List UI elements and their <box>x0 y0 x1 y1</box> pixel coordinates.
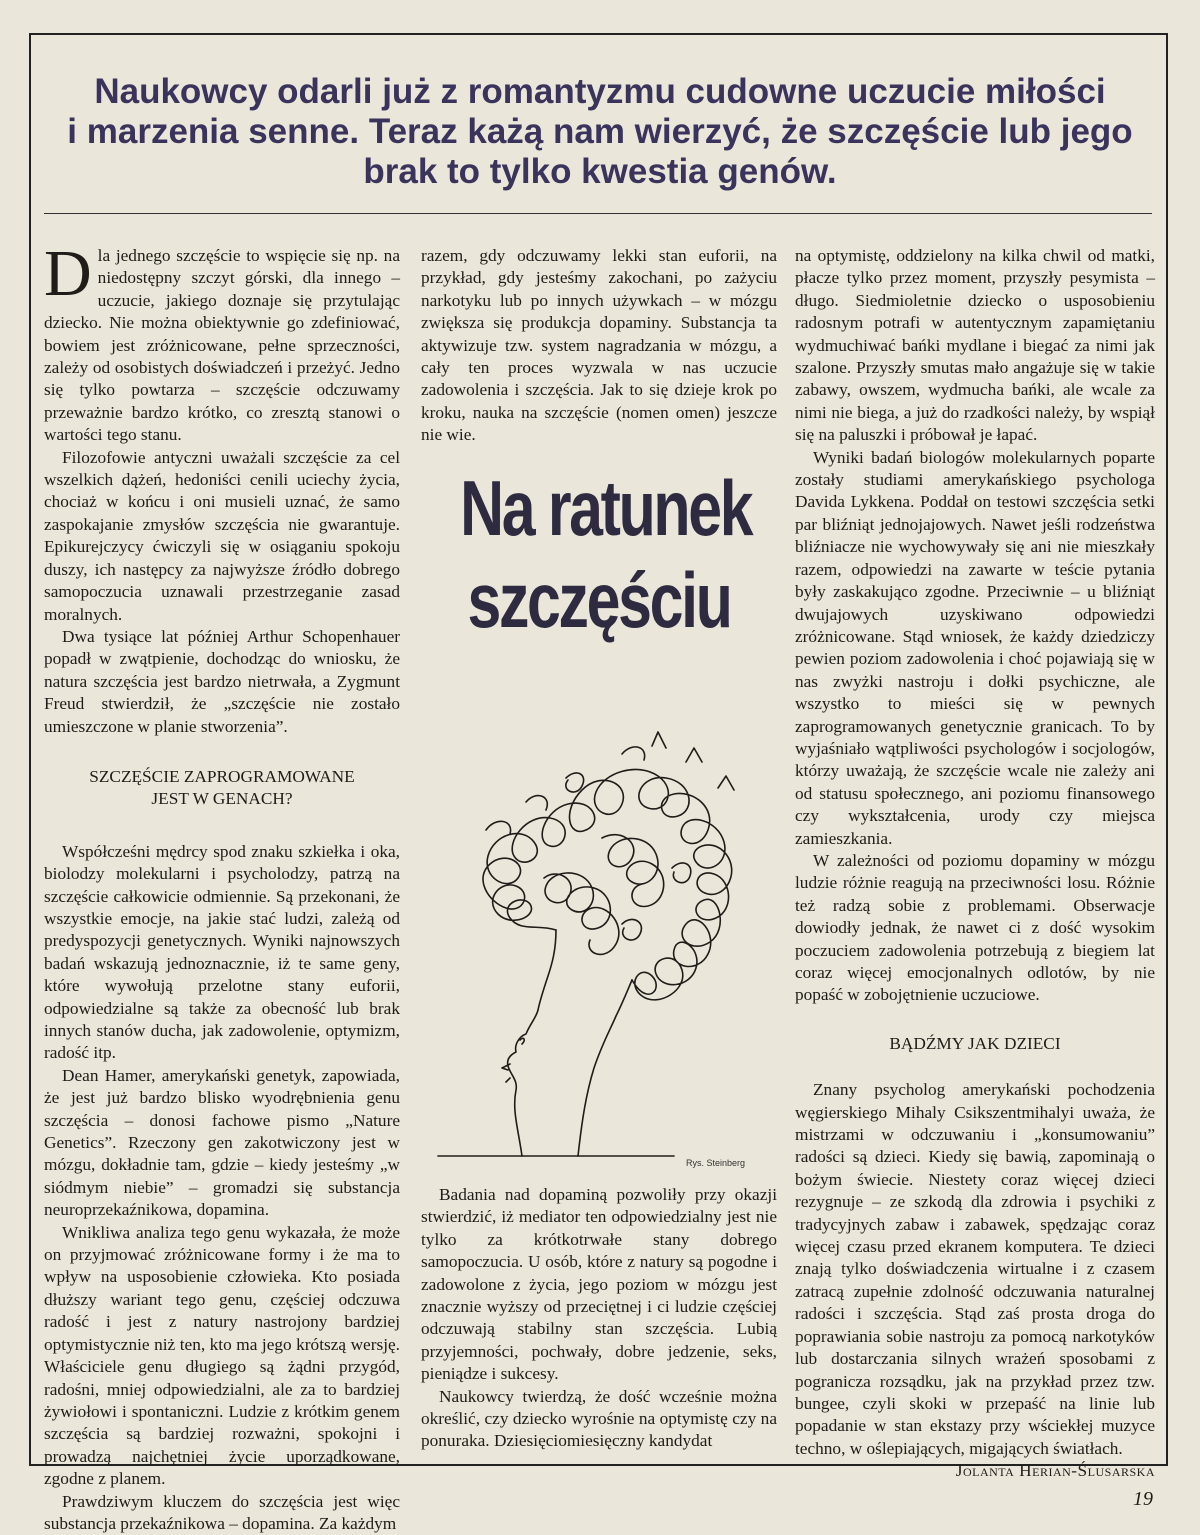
paragraph: razem, gdy odczuwamy lekki stan euforii, na przykład, gdy jesteśmy zakochani, po zażyciu narkotyku lub po innych używkach – w mózgu zwiększa się produkcja dopaminy. Substancja ta aktywizuje tzw. system nagradzania w mózgu, a cały ten proces wyzwala w nas uczucie zadowolenia i szczęścia. Jak to się dzieje krok po kroku, nauka na szczęście (nomen omen) jeszcze nie wie. <box>421 246 777 445</box>
crown-tangle-inner-2 <box>602 835 664 907</box>
column-3 <box>795 245 1155 1483</box>
crown-loop-1 <box>566 773 584 792</box>
article-title-line: szczęściu <box>467 556 731 644</box>
paragraph: Znany psycholog amerykański pochodzenia węgierskiego Mihaly Csikszentmihalyi uważa, że mistrzami w odczuwaniu i „konsumowaniu” radości są dzieci. Kiedy się bawią, zapominają o bożym świecie. Niestety coraz więcej dzieci rezygnuje – ze szkodą dla zdrowia i psychiki z tradycyjnych zabaw i zabawek, spędzając coraz więcej czasu przed ekranem komputera. Te dzieci znają tylko doświadczenia wirtualne i z czasem zatracą zupełnie zdolność odczuwania naturalnej radości i szczęścia. Stąd zaś prosta droga do poprawiania sobie nastroju za pomocą narkotyków lub dostarczania silnych wrażeń sposobami z pogranicza rozsądku, jak na przykład przez tzw. bungee, czyli skoki w przepaść na linie lub popadanie w stan ekstazy przy wściekłej muzyce techno, w oślepiających, migających światłach. <box>795 1080 1155 1458</box>
face-mouth <box>506 1078 510 1082</box>
section-heading <box>44 766 400 811</box>
column-2-bottom <box>421 1184 777 1453</box>
paragraph: Wyniki badań biologów molekularnych poparte zostały studiami amerykańskiego psychologa Davida Lykkena. Poddał on testowi szczęścia setki par bliźniąt jednojajowych. Nawet jeśli rodzeństwa bliźniacze nie wychowywały się ani nie mieszkały razem, odpowiedzi na zawarte w teście pytania były zaskakująco zgodne. Przeciwnie – u bliźniąt dwujajowych uzyskiwano odpowiedzi zróżnicowane. Stąd wniosek, że każdy dziedziczy pewien poziom zadowolenia i choć pojawiają się w nas zwyżki nastroju i dołki psychiczne, ale wszystko to mieści się w pewnych zaprogramowanych genetycznie granicach. To by wyjaśniało wątpliwości psychologów i socjologów, którzy uważają, że szczęście wcale nie zależy ani od statusu społecznego, ani poziomu finansowego czy wykształcenia, urody czy miejsca zamieszkania. <box>795 447 1155 848</box>
paragraph: Naukowcy twierdzą, że dość wcześnie można określić, czy dziecko wyrośnie na optymistę czy na ponuraka. Dziesięciomiesięczny kandydat <box>421 1386 777 1451</box>
crown-leaf-strokes <box>486 732 734 834</box>
column-2 <box>421 245 777 447</box>
paragraph: Wnikliwa analiza tego genu wykazała, że może on przyjmować zróżnicowane formy i że ma to wpływ na usposobienie człowieka. Kto posiada dłuższy wariant tego genu, częściej odczuwa radość i jest z natury nastrojony bardziej optymistycznie niż ten, kto ma jego krótszą wersję. Właściciele genu długiego są żądni przygód, radośni, mniej odpowiedzialni, ale za to bardziej żywiołowi i spontaniczni. Ludzie z krótkim genem szczęścia są bardziej rozważni, spokojni i prowadzą najchętniej życie uporządkowane, zgodne z planem. <box>44 1222 400 1489</box>
paragraph <box>44 237 400 447</box>
lead-paragraph <box>60 72 1140 192</box>
article-title-line: Na ratunek <box>460 464 752 552</box>
paragraph: na optymistę, oddzielony na kilka chwil od matki, płacze tylko przez moment, przyszły pesymista – długo. Siedmioletnie dziecko o usposobieniu radosnym potrafi w autentycznym zapamiętaniu wydmuchiwać bańki mydlane i biegać za nimi jak szalone. Przyszły smutas mało angażuje się w takie zabawy, owszem, wydmucha bańki, ale wcale za nimi nie biega, a już do rzadkości należy, by wspiął się na paluszki i próbował je łapać. <box>795 246 1155 445</box>
drop-cap: D <box>44 237 92 310</box>
trunk-left <box>508 930 556 1156</box>
crown-loop-3 <box>622 919 641 940</box>
lead-line-1: Naukowcy odarli już z romantyzmu cudowne uczucie miłości <box>94 72 1106 111</box>
face-eye <box>520 1038 524 1044</box>
paragraph: W zależności od poziomu dopaminy w mózgu ludzie różnie reagują na przeciwności losu. Różnie też radzą sobie z problemami. Obserwacje dowiodły jednak, że nawet ci z dość wysokim poczuciem zadowolenia potrzebują z biegiem lat coraz więcej emocjonalnych odlotów, by nie popaść w zobojętnienie uczuciowe. <box>795 850 1155 1005</box>
paragraph: Dwa tysiące lat później Arthur Schopenhauer popadł w zwątpienie, dochodząc do wniosku, że natura szczęścia jest bardzo nietrwała, a Zygmunt Freud stwierdził, że „szczęście nie zostało umieszczone w planie stworzenia”. <box>44 626 400 736</box>
column-1 <box>44 237 400 1535</box>
divider-rule <box>44 213 1152 214</box>
paragraph-text: la jednego szczęście to wspięcie się np. na niedostępny szczyt górski, dla innego – uczucie, jakiego doznaje się przytulając dziecko. Nie można obiektywnie go zdefiniować, bowiem jest zróżnicowane, pełne sprzeczności, zależy od osobistych doświadczeń i przeżyć. Jedno się tylko powtarza – szczęście odczuwamy przeważnie bardzo krótko, co zresztą stanowi o wartości tego stanu. <box>44 246 400 445</box>
lead-line-3: brak to tylko kwestia genów. <box>363 152 837 191</box>
paragraph: Współcześni mędrcy spod znaku szkiełka i oka, biolodzy molekularni i psycholodzy, patrzą na szczęście całkowicie odmiennie. Są przekonani, że wszystkie emocje, na jakie stać ludzi, zależą od predyspozycji genetycznych. Wyniki najnowszych badań wskazują jednoznacznie, iż te same geny, które wywołują przelotne stany euforii, odpowiedzialne są także za obecność lub brak innych stanów ducha, jak zadowolenie, optymizm, radość itp. <box>44 841 400 1063</box>
lead-line-2: i marzenia senne. Teraz każą nam wierzyć, że szczęście lub jego <box>67 112 1133 151</box>
page-number: 19 <box>1133 1488 1153 1510</box>
article-title <box>460 462 752 646</box>
section-heading: BĄDŹMY JAK DZIECI <box>889 1033 1061 1053</box>
paragraph: Badania nad dopaminą pozwoliły przy okazji stwierdzić, iż mediator ten odpowiedzialny jest nie tylko za krótkotrwałe stany dobrego samopoczucia. U osób, które z natury są pogodne i zadowolone z życia, jego poziom w mózgu jest znacznie wyższy od przeciętnej i ci ludzie częściej odczuwają stabilny stan szczęścia. Lubią przyjemności, pochwały, dobre jedzenie, seks, pieniądze i sukcesy. <box>421 1185 777 1384</box>
crown-tangle-main <box>483 769 732 999</box>
section-heading-line: SZCZĘŚCIE ZAPROGRAMOWANE <box>89 766 355 786</box>
paragraph: Prawdziwym kluczem do szczęścia jest więc substancja przekaźnikowa – dopamina. Za każdym <box>44 1491 400 1533</box>
paragraph: Filozofowie antyczni uważali szczęście za cel wszelkich dążeń, hedoniści cenili uciechy życia, chociaż w końcu i oni musieli uznać, że samo zaspokajanie zmysłów szczęścia nie gwarantuje. Epikurejczycy ćwiczyli się w osiąganiu spokoju duszy, ich następcy za najwyższe źródło dobrego samopoczucia uznawali przestrzeganie zasad moralnych. <box>44 447 400 624</box>
tree-illustration <box>426 718 776 1163</box>
trunk-right <box>578 980 632 1156</box>
paragraph: Dean Hamer, amerykański genetyk, zapowiada, że jest już bardzo blisko wyodrębnienia genu szczęścia – donosi fachowe pismo „Nature Genetics”. Rzeczony gen zakotwiczony jest w mózgu, dokładnie tam, gdzie – kiedy jesteśmy „w siódmym niebie” – gromadzi się substancja neuroprzekaźnikowa, dopamina. <box>44 1065 400 1220</box>
section-heading-line: JEST W GENACH? <box>151 789 293 809</box>
author-byline: Jolanta Herian-Ślusarska <box>955 1461 1155 1481</box>
illustration-credit: Rys. Steinberg <box>686 1158 746 1168</box>
crown-loop-2 <box>672 863 691 883</box>
